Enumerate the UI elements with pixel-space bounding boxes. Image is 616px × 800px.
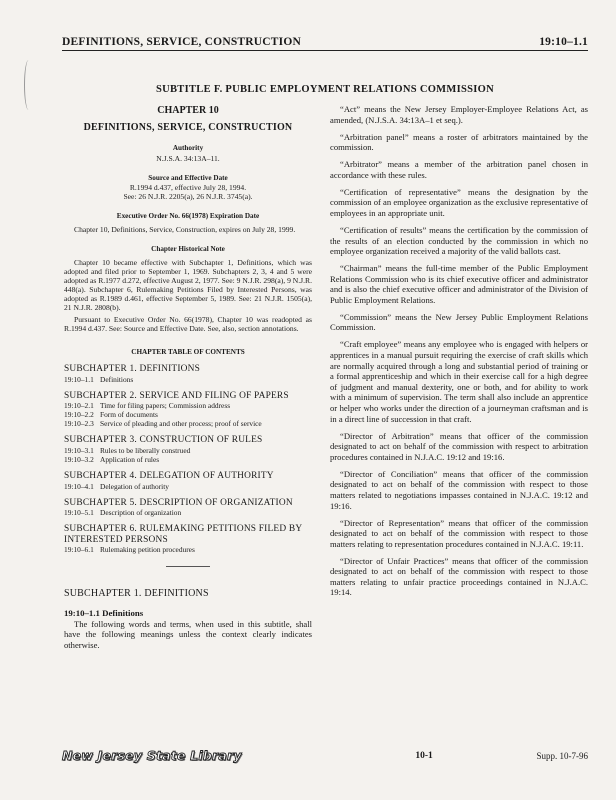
definition-entry: “Director of Representation” means that officer of the commission designated to act on behalf of the commission with respect to those matters relating to representation procedures contained in N.J.A.C. 19:11. [330,517,588,549]
exec-order-heading: Executive Order No. 66(1978) Expiration Date [116,212,260,221]
subchapter-1-heading: SUBCHAPTER 1. DEFINITIONS [64,588,209,600]
definitions-list [330,104,588,604]
toc-subchapter-title: SUBCHAPTER 5. DESCRIPTION OF ORGANIZATION [64,497,293,508]
toc-row [64,401,312,410]
exec-order-text: Chapter 10, Definitions, Service, Construction, expires on July 28, 1999. [74,224,296,234]
toc-section-number: 19:10–4.1 [64,481,94,491]
left-column [64,104,312,650]
toc-section-number: 19:10–2.3 [64,419,94,429]
toc-section-number: 19:10–6.1 [64,545,94,555]
history-heading: Chapter Historical Note [151,244,225,253]
toc-section-title: Rulemaking petition procedures [100,545,195,555]
source-line-1: R.1994 d.437, effective July 28, 1994. [129,183,247,193]
toc-title: CHAPTER TABLE OF CONTENTS [131,347,245,356]
definition-entry: “Chairman” means the full-time member of the Public Employment Relations Commission who is its chief executive officer and administrator and is also the chief executive officer and administrator of the Division of Public Employment Relations. [330,263,588,305]
toc-subchapter-title: SUBCHAPTER 4. DELEGATION OF AUTHORITY [64,470,274,481]
toc-section-title: Service of pleading and other process; proof of service [100,419,262,429]
table-of-contents [64,364,312,554]
toc-row [64,455,312,464]
definition-entry: “Commission” means the New Jersey Public Employment Relations Commission. [330,311,588,333]
toc-section-title: Delegation of authority [100,481,169,491]
definition-entry: “Act” means the New Jersey Employer-Employee Relations Act, as amended, (N.J.S.A. 34:13A–1 et seq.). [330,104,588,125]
toc-section-title: Description of organization [100,508,182,518]
toc-row [64,419,312,428]
toc-section-title: Rules to be liberally construed [100,445,191,455]
definition-entry: “Director of Unfair Practices” means that officer of the commission designated to act on behalf of the commission with respect to those matters relating to unfair practice proceedings contained in N.J.A.C. 19:14. [330,555,588,598]
definition-entry: “Director of Conciliation” means that officer of the commission designated to act on behalf of the commission with respect to those matters related to negotiations impasses contained in N.J.A.C. 19:12 and 19:16. [330,468,588,511]
toc-section-number: 19:10–1.1 [64,374,94,384]
toc-section-title: Time for filing papers; Commission address [100,401,231,411]
definition-entry: “Arbitration panel” means a roster of arbitrators maintained by the commission. [330,131,588,153]
toc-section-number: 19:10–2.1 [64,401,94,411]
chapter-number: CHAPTER 10 [157,105,219,116]
definition-entry: “Director of Arbitration” means that officer of the commission designated to act on behalf of the commission with respect to arbitration procedures contained in N.J.A.C. 19:12 and 19:16. [330,430,588,462]
toc-row [64,508,312,517]
chapter-title: DEFINITIONS, SERVICE, CONSTRUCTION [83,121,293,133]
running-header-section: 19:10–1.1 [539,36,588,48]
toc-row [64,482,312,491]
toc-section-number: 19:10–2.2 [64,410,94,420]
source-heading: Source and Effective Date [148,173,228,182]
toc-subchapter-title: SUBCHAPTER 6. RULEMAKING PETITIONS FILED BY INTERESTED PERSONS [64,524,302,545]
running-header-title: DEFINITIONS, SERVICE, CONSTRUCTION [62,36,302,48]
toc-section-title: Form of documents [100,410,158,420]
toc-row [64,375,312,384]
toc-subchapter-title: SUBCHAPTER 2. SERVICE AND FILING OF PAPERS [64,390,289,401]
subtitle-heading: SUBTITLE F. PUBLIC EMPLOYMENT RELATIONS COMMISSION [155,84,495,95]
supplement-date: Supp. 10-7-96 [536,750,588,761]
toc-row [64,545,312,554]
toc-section-number: 19:10–3.2 [64,454,94,464]
section-divider [166,566,210,567]
definition-entry: “Craft employee” means any employee who is engaged with helpers or apprentices in a manual pursuit requiring the exercise of craft skills which are normally acquired through a long and substantial period of training or a formal apprenticeship and which in their exercise call for a high degree of judgment and manual dexterity, one or both, and for ability to work with a minimum of supervision. The term shall also include an apprentice or helper who works under the direction of a journeyman craftsman and is in a direct line of succession in that craft. [330,339,588,424]
toc-row [64,410,312,419]
definition-entry: “Certification of results” means the certification by the commission of the results of an election conducted by the commission in which no employee organization received a majority of the valid ballots cast. [330,224,588,257]
toc-subchapter-title: SUBCHAPTER 1. DEFINITIONS [64,364,200,375]
library-logo-watermark: New Jersey State Library [62,748,242,763]
toc-section-title: Definitions [100,374,134,384]
section-heading: 19:10–1.1 Definitions [64,607,144,618]
page-footer [62,748,588,763]
history-paragraph-1: Chapter 10 became effective with Subchapter 1, Definitions, which was adopted and filed prior to September 1, 1969. Subchapters 2, 3, 4 and 5 were adopted as R.1977 d.272, effective August 2, 1977. See: 9 N.J.R. 298(a), 9 N.J.R. 448(a). Subchapter 6, Rulemaking Petitions Filed by Interested Persons, was adopted as R.1989 d.461, effective September 5, 1989. See: 21 N.J.R. 1505(a), 21 N.J.R. 2808(b). [64,257,312,312]
toc-section-number: 19:10–3.1 [64,445,94,455]
authority-text: N.J.S.A. 34:13A–11. [156,153,220,163]
source-line-2: See: 26 N.J.R. 2205(a), 26 N.J.R. 3745(a). [123,192,253,202]
definition-entry: “Certification of representative” means the designation by the commission of an employee organization as the exclusive representative of employees in an appropriate unit. [330,186,588,218]
toc-section-title: Application of rules [100,454,160,464]
definition-entry: “Arbitrator” means a member of the arbitration panel chosen in accordance with these rules. [330,159,588,180]
history-paragraph-2: Pursuant to Executive Order No. 66(1978), Chapter 10 was readopted as R.1994 d.437. See: Source and Effective Date. See, also, section annotations. [64,314,312,333]
page-binding-mark [24,60,33,110]
toc-section-number: 19:10–5.1 [64,508,94,518]
running-header [62,36,588,51]
definitions-intro: The following words and terms, when used in this subtitle, shall have the following meanings unless the context clearly indicates otherwise. [64,618,312,650]
authority-heading: Authority [172,144,204,153]
toc-row [64,446,312,455]
page-number: 10-1 [415,750,433,761]
toc-subchapter-title: SUBCHAPTER 3. CONSTRUCTION OF RULES [64,435,263,446]
